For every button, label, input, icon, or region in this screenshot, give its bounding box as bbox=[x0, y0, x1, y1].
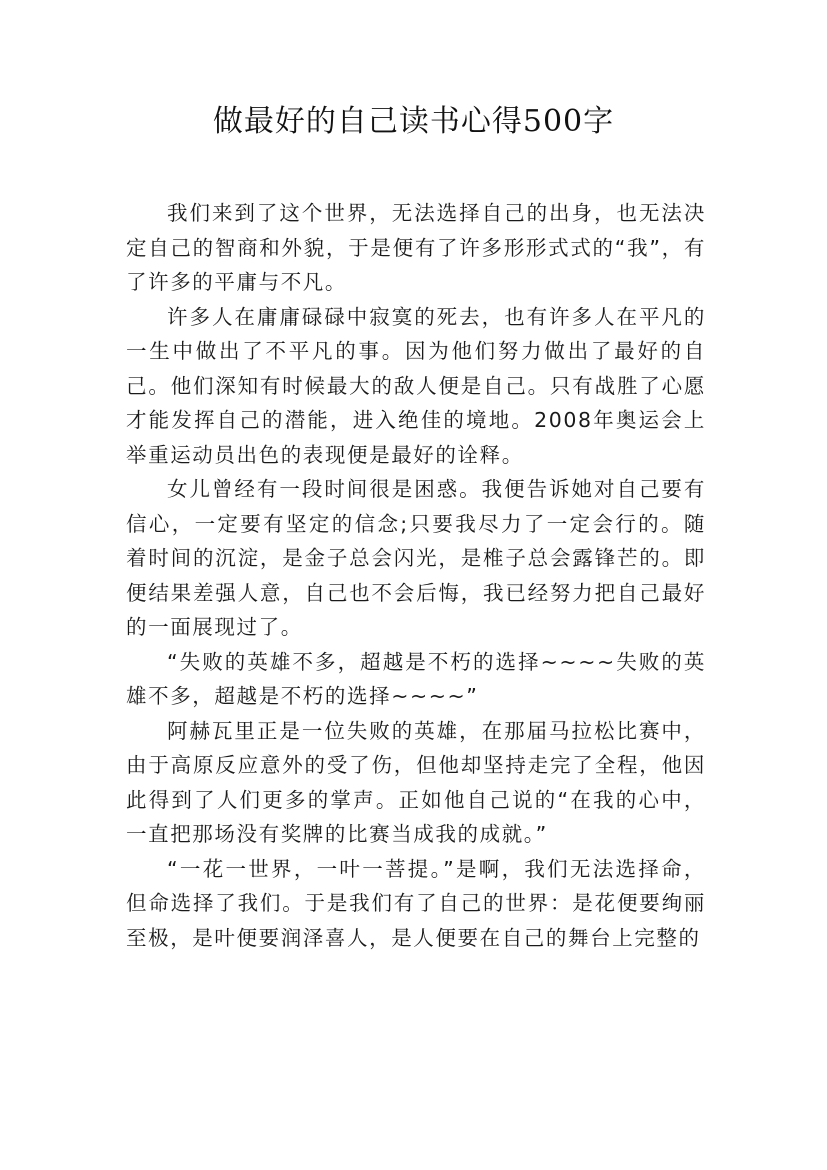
paragraph: “失败的英雄不多，超越是不朽的选择~~~~失败的英雄不多，超越是不朽的选择~~~~” bbox=[126, 649, 706, 708]
paragraph: 女儿曾经有一段时间很是困惑。我便告诉她对自己要有信心，一定要有坚定的信念;只要我尽力了一定会行的。随着时间的沉淀，是金子总会闪光，是椎子总会露锋芒的。即便结果差强人意，自己也不会后悔，我已经努力把自己最好的一面展现过了。 bbox=[126, 477, 706, 639]
paragraph: “一花一世界，一叶一菩提。”是啊，我们无法选择命，但命选择了我们。于是我们有了自己的世界：是花便要绚丽至极，是叶便要润泽喜人，是人便要在自己的舞台上完整的 bbox=[126, 856, 706, 950]
document-title: 做最好的自己读书心得500字 bbox=[212, 104, 615, 139]
document-body bbox=[126, 196, 706, 955]
paragraph: 我们来到了这个世界，无法选择自己的出身，也无法决定自己的智商和外貌，于是便有了许多形形式式的“我”，有了许多的平庸与不凡。 bbox=[126, 201, 706, 294]
paragraph: 许多人在庸庸碌碌中寂寞的死去，也有许多人在平凡的一生中做出了不平凡的事。因为他们努力做出了最好的自己。他们深知有时候最大的敌人便是自己。只有战胜了心愿才能发挥自己的潜能，进入绝佳的境地。2008年奥运会上举重运动员出色的表现便是最好的诠释。 bbox=[126, 304, 706, 467]
paragraph: 阿赫瓦里正是一位失败的英雄，在那届马拉松比赛中，由于高原反应意外的受了伤，但他却坚持走完了全程，他因此得到了人们更多的掌声。正如他自己说的“在我的心中，一直把那场没有奖牌的比赛当成我的成就。” bbox=[126, 718, 706, 846]
